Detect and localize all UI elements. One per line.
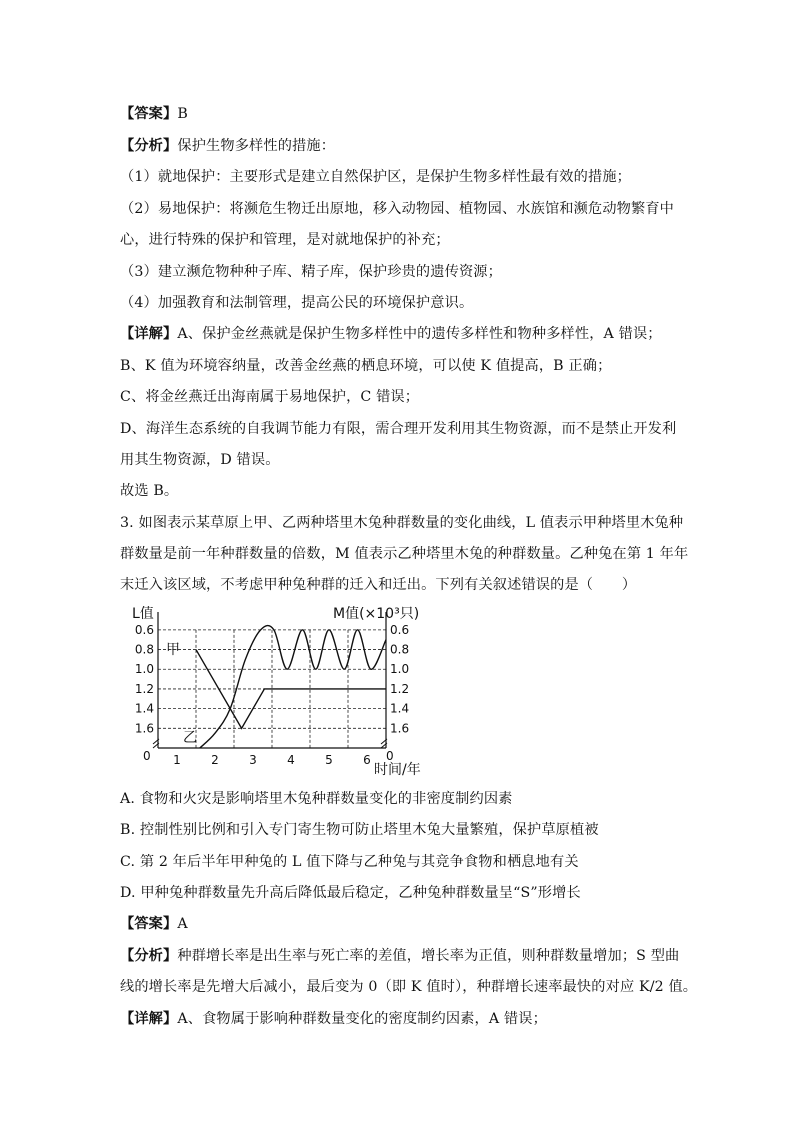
y-tick-label-right: 1.0	[390, 662, 410, 677]
option-c: C. 第 2 年后半年甲种兔的 L 值下降与乙种兔与其竞争食物和栖息地有关	[120, 854, 579, 870]
x-tick-label: 2	[211, 753, 219, 767]
analysis-1-item: 心，进行特殊的保护和管理，是对就地保护的补充；	[120, 232, 450, 248]
detail-1-line: C、将金丝燕迁出海南属于易地保护，C 错误；	[120, 389, 420, 405]
analysis-1-header: 【分析】保护生物多样性的措施：	[120, 138, 336, 154]
x-tick-label: 3	[249, 753, 257, 767]
chart-series	[196, 626, 386, 748]
y-tick-label-left: 0.8	[134, 642, 154, 657]
question-3-line: 末迁入该区域，不考虑甲种兔种群的迁入和迁出。下列有关叙述错误的是（ ）	[120, 577, 637, 593]
y-tick-label-left: 1.6	[134, 721, 154, 736]
question-3-line: 3. 如图表示某草原上甲、乙两种塔里木兔种群数量的变化曲线，L 值表示甲种塔里木兔种	[120, 515, 684, 531]
analysis-2-line: 线的增长率是先增大后减小，最后变为 0（即 K 值时），种群增长速率最快的对应 K/2 值。	[120, 979, 698, 995]
detail-2-header: 【详解】A、食物属于影响种群数量变化的密度制约因素，A 错误；	[120, 1011, 547, 1027]
chart-axes	[153, 612, 387, 748]
y-tick-label-left: 0.6	[134, 622, 154, 637]
answer-1: 【答案】B	[120, 106, 188, 122]
analysis-1-item: （4）加强教育和法制管理，提高公民的环境保护意识。	[120, 295, 474, 311]
population-chart	[128, 600, 428, 780]
detail-1-line: D、海洋生态系统的自我调节能力有限，需合理开发利用其生物资源，而不是禁止开发利	[120, 421, 677, 437]
analysis-1-item: （2）易地保护：将濒危生物迁出原地，移入动物园、植物园、水族馆和濒危动物繁育中	[120, 201, 675, 217]
option-a: A. 食物和火灾是影响塔里木兔种群数量变化的非密度制约因素	[120, 791, 513, 807]
curve-jia-label: 甲	[166, 642, 180, 658]
analysis-2-header: 【分析】种群增长率是出生率与死亡率的差值，增长率为正值，则种群数量增加；S 型曲	[120, 948, 680, 964]
y-tick-label-left: 1.2	[134, 681, 154, 696]
y-tick-label-right: 1.4	[390, 701, 410, 716]
x-tick-label: 5	[325, 753, 333, 767]
zero-left-label: 0	[143, 749, 151, 763]
analysis-1-item: （3）建立濒危物种种子库、精子库，保护珍贵的遗传资源；	[120, 264, 502, 280]
y-tick-label-right: 0.6	[390, 622, 410, 637]
question-3-line: 群数量是前一年种群数量的倍数，M 值表示乙种塔里木兔的种群数量。乙种兔在第 1 年年	[120, 546, 689, 562]
detail-1-line: 故选 B。	[120, 483, 179, 499]
x-tick-label: 4	[287, 753, 295, 767]
x-tick-label: 1	[173, 753, 181, 767]
x-axis-label: 时间/年	[374, 762, 421, 778]
detail-1-line: 用其生物资源，D 错误。	[120, 452, 280, 468]
y-tick-label-left: 1.4	[134, 701, 154, 716]
analysis-1-item: （1）就地保护：主要形式是建立自然保护区，是保护生物多样性最有效的措施；	[120, 169, 631, 185]
x-tick-label: 6	[363, 753, 371, 767]
option-d: D. 甲种兔种群数量先升高后降低最后稳定，乙种兔种群数量呈“S”形增长	[120, 885, 581, 901]
answer-2: 【答案】A	[120, 916, 188, 932]
curve-yi	[200, 626, 386, 748]
right-axis-label: M值(×10³只)	[333, 606, 420, 622]
y-tick-label-left: 1.0	[134, 662, 154, 677]
detail-1-line: B、K 值为环境容纳量，改善金丝燕的栖息环境，可以使 K 值提高，B 正确；	[120, 358, 612, 374]
zero-right-label: 0	[386, 749, 394, 763]
y-tick-label-right: 0.8	[390, 642, 410, 657]
option-b: B. 控制性别比例和引入专门寄生物可防止塔里木兔大量繁殖，保护草原植被	[120, 822, 599, 838]
left-axis-label: L值	[132, 606, 154, 622]
detail-1-header: 【详解】A、保护金丝燕就是保护生物多样性中的遗传多样性和物种多样性，A 错误；	[120, 326, 662, 342]
curve-yi-label: 乙	[183, 730, 197, 746]
y-tick-label-right: 1.6	[390, 721, 410, 736]
y-tick-label-right: 1.2	[390, 681, 410, 696]
